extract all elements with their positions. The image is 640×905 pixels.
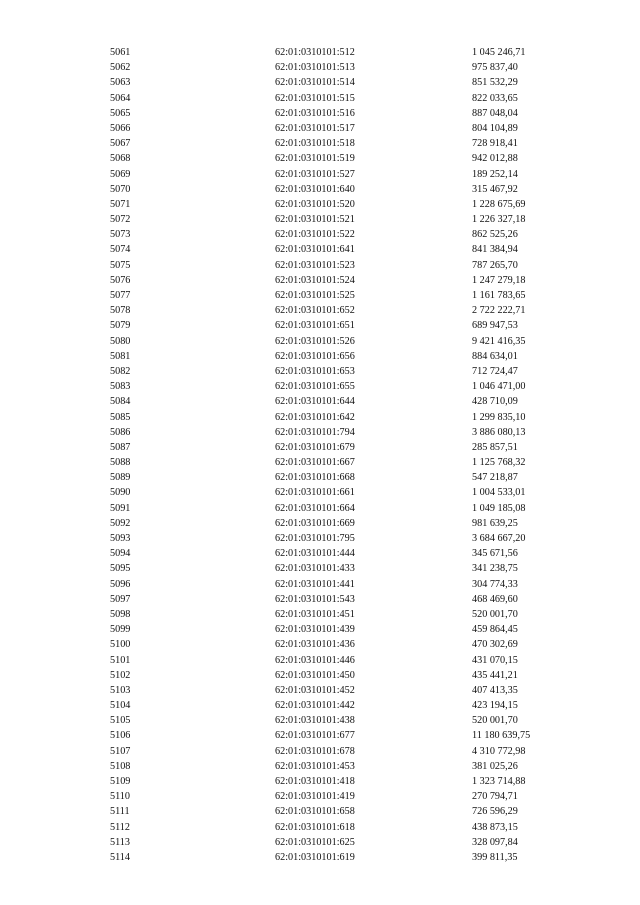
row-number-cell: 5098 bbox=[110, 608, 131, 620]
row-number-cell: 5086 bbox=[110, 426, 131, 438]
cadastral-number-cell: 62:01:0310101:436 bbox=[275, 639, 355, 651]
cadastral-value-cell: 438 873,15 bbox=[472, 821, 518, 833]
cadastral-value-cell: 1 125 768,32 bbox=[472, 457, 526, 469]
row-number-cell: 5103 bbox=[110, 684, 131, 696]
row-number-cell: 5075 bbox=[110, 259, 131, 271]
table-row bbox=[110, 501, 582, 516]
cadastral-value-cell: 1 226 327,18 bbox=[472, 214, 526, 226]
cadastral-value-cell: 11 180 639,75 bbox=[472, 730, 531, 742]
cadastral-value-cell: 285 857,51 bbox=[472, 441, 518, 453]
cadastral-value-cell: 689 947,53 bbox=[472, 320, 518, 332]
cadastral-value-cell: 787 265,70 bbox=[472, 259, 518, 271]
row-number-cell: 5066 bbox=[110, 122, 131, 134]
cadastral-number-cell: 62:01:0310101:668 bbox=[275, 472, 355, 484]
row-number-cell: 5110 bbox=[110, 791, 130, 803]
cadastral-number-cell: 62:01:0310101:515 bbox=[275, 92, 355, 104]
table-row bbox=[110, 197, 582, 212]
cadastral-number-cell: 62:01:0310101:453 bbox=[275, 760, 355, 772]
row-number-cell: 5099 bbox=[110, 624, 131, 636]
cadastral-value-cell: 1 045 246,71 bbox=[472, 47, 526, 58]
table-row bbox=[110, 683, 582, 698]
table-row bbox=[110, 759, 582, 774]
row-number-cell: 5096 bbox=[110, 578, 131, 590]
cadastral-number-cell: 62:01:0310101:644 bbox=[275, 396, 355, 408]
cadastral-number-cell: 62:01:0310101:641 bbox=[275, 244, 355, 256]
cadastral-number-cell: 62:01:0310101:438 bbox=[275, 715, 355, 727]
row-number-cell: 5095 bbox=[110, 563, 131, 575]
table-row bbox=[110, 242, 582, 257]
row-number-cell: 5081 bbox=[110, 350, 131, 362]
cadastral-value-cell: 431 070,15 bbox=[472, 654, 518, 666]
cadastral-value-cell: 1 049 185,08 bbox=[472, 502, 526, 514]
cadastral-number-cell: 62:01:0310101:669 bbox=[275, 517, 355, 529]
table-row bbox=[110, 835, 582, 850]
table-row bbox=[110, 212, 582, 227]
cadastral-value-cell: 1 161 783,65 bbox=[472, 290, 526, 301]
cadastral-value-cell: 1 323 714,88 bbox=[472, 776, 526, 787]
table-row bbox=[110, 60, 582, 75]
cadastral-number-cell: 62:01:0310101:679 bbox=[275, 441, 355, 453]
table-row bbox=[110, 288, 582, 303]
cadastral-number-cell: 62:01:0310101:640 bbox=[275, 183, 355, 195]
cadastral-value-cell: 851 532,29 bbox=[472, 77, 518, 89]
cadastral-value-cell: 1 004 533,01 bbox=[472, 487, 526, 499]
table-row bbox=[110, 470, 582, 485]
row-number-cell: 5097 bbox=[110, 593, 131, 605]
row-number-cell: 5090 bbox=[110, 487, 131, 499]
table-row bbox=[110, 713, 582, 728]
cadastral-value-cell: 1 247 279,18 bbox=[472, 274, 526, 286]
cadastral-number-cell: 62:01:0310101:418 bbox=[275, 776, 355, 787]
cadastral-value-table bbox=[110, 45, 582, 865]
row-number-cell: 5080 bbox=[110, 335, 131, 347]
cadastral-number-cell: 62:01:0310101:433 bbox=[275, 563, 355, 575]
cadastral-number-cell: 62:01:0310101:451 bbox=[275, 608, 355, 620]
cadastral-value-cell: 841 384,94 bbox=[472, 244, 518, 256]
table-row bbox=[110, 850, 582, 865]
row-number-cell: 5091 bbox=[110, 502, 131, 514]
cadastral-value-cell: 270 794,71 bbox=[472, 791, 518, 803]
table-body bbox=[110, 45, 582, 865]
cadastral-number-cell: 62:01:0310101:527 bbox=[275, 168, 355, 180]
cadastral-number-cell: 62:01:0310101:450 bbox=[275, 669, 355, 681]
table-row bbox=[110, 364, 582, 379]
cadastral-number-cell: 62:01:0310101:520 bbox=[275, 198, 355, 210]
table-row bbox=[110, 182, 582, 197]
cadastral-number-cell: 62:01:0310101:518 bbox=[275, 138, 355, 150]
cadastral-value-cell: 468 469,60 bbox=[472, 593, 518, 605]
cadastral-value-cell: 423 194,15 bbox=[472, 700, 518, 712]
cadastral-number-cell: 62:01:0310101:655 bbox=[275, 381, 355, 393]
cadastral-value-cell: 862 525,26 bbox=[472, 229, 518, 241]
cadastral-number-cell: 62:01:0310101:452 bbox=[275, 684, 355, 696]
cadastral-number-cell: 62:01:0310101:517 bbox=[275, 122, 355, 134]
cadastral-value-cell: 2 722 222,71 bbox=[472, 305, 526, 317]
cadastral-number-cell: 62:01:0310101:519 bbox=[275, 153, 355, 165]
cadastral-value-cell: 328 097,84 bbox=[472, 836, 518, 848]
cadastral-value-cell: 1 299 835,10 bbox=[472, 411, 526, 423]
cadastral-number-cell: 62:01:0310101:419 bbox=[275, 791, 355, 803]
row-number-cell: 5064 bbox=[110, 92, 131, 104]
table-row bbox=[110, 394, 582, 409]
cadastral-value-cell: 520 001,70 bbox=[472, 608, 518, 620]
cadastral-value-cell: 547 218,87 bbox=[472, 472, 518, 484]
cadastral-value-cell: 3 886 080,13 bbox=[472, 426, 526, 438]
cadastral-value-cell: 341 238,75 bbox=[472, 563, 518, 575]
cadastral-value-cell: 345 671,56 bbox=[472, 548, 518, 560]
cadastral-number-cell: 62:01:0310101:512 bbox=[275, 47, 355, 58]
cadastral-value-cell: 942 012,88 bbox=[472, 153, 518, 165]
row-number-cell: 5087 bbox=[110, 441, 131, 453]
table-row bbox=[110, 410, 582, 425]
cadastral-value-cell: 459 864,45 bbox=[472, 624, 518, 636]
table-row bbox=[110, 804, 582, 819]
cadastral-value-cell: 728 918,41 bbox=[472, 138, 518, 150]
row-number-cell: 5063 bbox=[110, 77, 131, 89]
row-number-cell: 5102 bbox=[110, 669, 131, 681]
table-row bbox=[110, 121, 582, 136]
table-row bbox=[110, 91, 582, 106]
table-row bbox=[110, 820, 582, 835]
cadastral-value-cell: 4 310 772,98 bbox=[472, 745, 526, 757]
table-row bbox=[110, 318, 582, 333]
cadastral-value-cell: 822 033,65 bbox=[472, 92, 518, 104]
table-row bbox=[110, 349, 582, 364]
cadastral-value-cell: 975 837,40 bbox=[472, 62, 518, 74]
table-row bbox=[110, 546, 582, 561]
row-number-cell: 5076 bbox=[110, 274, 131, 286]
row-number-cell: 5072 bbox=[110, 214, 131, 226]
table-row bbox=[110, 622, 582, 637]
table-row bbox=[110, 744, 582, 759]
cadastral-value-cell: 9 421 416,35 bbox=[472, 335, 526, 347]
cadastral-number-cell: 62:01:0310101:656 bbox=[275, 350, 355, 362]
cadastral-number-cell: 62:01:0310101:678 bbox=[275, 745, 355, 757]
table-row bbox=[110, 698, 582, 713]
cadastral-value-cell: 981 639,25 bbox=[472, 517, 518, 529]
table-row bbox=[110, 273, 582, 288]
row-number-cell: 5062 bbox=[110, 62, 131, 74]
row-number-cell: 5113 bbox=[110, 836, 130, 848]
cadastral-value-cell: 804 104,89 bbox=[472, 122, 518, 134]
cadastral-number-cell: 62:01:0310101:651 bbox=[275, 320, 355, 332]
row-number-cell: 5078 bbox=[110, 305, 131, 317]
cadastral-value-cell: 189 252,14 bbox=[472, 168, 518, 180]
table-row bbox=[110, 45, 582, 60]
table-row bbox=[110, 151, 582, 166]
cadastral-number-cell: 62:01:0310101:444 bbox=[275, 548, 355, 560]
table-row bbox=[110, 106, 582, 121]
row-number-cell: 5065 bbox=[110, 107, 131, 119]
table-row bbox=[110, 592, 582, 607]
cadastral-number-cell: 62:01:0310101:661 bbox=[275, 487, 355, 499]
cadastral-value-cell: 304 774,33 bbox=[472, 578, 518, 590]
cadastral-number-cell: 62:01:0310101:543 bbox=[275, 593, 355, 605]
row-number-cell: 5061 bbox=[110, 47, 131, 58]
row-number-cell: 5092 bbox=[110, 517, 131, 529]
cadastral-value-cell: 887 048,04 bbox=[472, 107, 518, 119]
cadastral-value-cell: 315 467,92 bbox=[472, 183, 518, 195]
row-number-cell: 5077 bbox=[110, 290, 131, 301]
cadastral-number-cell: 62:01:0310101:516 bbox=[275, 107, 355, 119]
cadastral-number-cell: 62:01:0310101:652 bbox=[275, 305, 355, 317]
cadastral-value-cell: 428 710,09 bbox=[472, 396, 518, 408]
table-row bbox=[110, 455, 582, 470]
row-number-cell: 5104 bbox=[110, 700, 131, 712]
table-row bbox=[110, 425, 582, 440]
row-number-cell: 5101 bbox=[110, 654, 131, 666]
cadastral-number-cell: 62:01:0310101:795 bbox=[275, 533, 355, 544]
row-number-cell: 5068 bbox=[110, 153, 131, 165]
row-number-cell: 5094 bbox=[110, 548, 131, 560]
row-number-cell: 5109 bbox=[110, 776, 131, 787]
cadastral-number-cell: 62:01:0310101:677 bbox=[275, 730, 355, 742]
cadastral-number-cell: 62:01:0310101:618 bbox=[275, 821, 355, 833]
row-number-cell: 5107 bbox=[110, 745, 131, 757]
cadastral-number-cell: 62:01:0310101:794 bbox=[275, 426, 355, 438]
cadastral-number-cell: 62:01:0310101:521 bbox=[275, 214, 355, 226]
table-row bbox=[110, 607, 582, 622]
row-number-cell: 5071 bbox=[110, 198, 131, 210]
row-number-cell: 5079 bbox=[110, 320, 131, 332]
cadastral-number-cell: 62:01:0310101:653 bbox=[275, 365, 355, 377]
cadastral-number-cell: 62:01:0310101:525 bbox=[275, 290, 355, 301]
cadastral-value-cell: 3 684 667,20 bbox=[472, 533, 526, 544]
cadastral-value-cell: 520 001,70 bbox=[472, 715, 518, 727]
cadastral-number-cell: 62:01:0310101:526 bbox=[275, 335, 355, 347]
cadastral-number-cell: 62:01:0310101:441 bbox=[275, 578, 355, 590]
cadastral-number-cell: 62:01:0310101:514 bbox=[275, 77, 355, 89]
row-number-cell: 5106 bbox=[110, 730, 131, 742]
row-number-cell: 5082 bbox=[110, 365, 131, 377]
row-number-cell: 5085 bbox=[110, 411, 131, 423]
table-row bbox=[110, 227, 582, 242]
table-row bbox=[110, 653, 582, 668]
table-row bbox=[110, 637, 582, 652]
cadastral-number-cell: 62:01:0310101:658 bbox=[275, 806, 355, 818]
cadastral-value-cell: 884 634,01 bbox=[472, 350, 518, 362]
cadastral-number-cell: 62:01:0310101:513 bbox=[275, 62, 355, 74]
table-row bbox=[110, 136, 582, 151]
cadastral-value-cell: 399 811,35 bbox=[472, 851, 518, 863]
cadastral-value-cell: 726 596,29 bbox=[472, 806, 518, 818]
cadastral-value-cell: 470 302,69 bbox=[472, 639, 518, 651]
row-number-cell: 5112 bbox=[110, 821, 130, 833]
cadastral-number-cell: 62:01:0310101:619 bbox=[275, 851, 355, 863]
table-row bbox=[110, 577, 582, 592]
row-number-cell: 5108 bbox=[110, 760, 131, 772]
cadastral-number-cell: 62:01:0310101:524 bbox=[275, 274, 355, 286]
table-row bbox=[110, 303, 582, 318]
cadastral-number-cell: 62:01:0310101:625 bbox=[275, 836, 355, 848]
table-row bbox=[110, 379, 582, 394]
cadastral-value-cell: 1 046 471,00 bbox=[472, 381, 526, 393]
cadastral-number-cell: 62:01:0310101:523 bbox=[275, 259, 355, 271]
table-row bbox=[110, 789, 582, 804]
row-number-cell: 5100 bbox=[110, 639, 131, 651]
cadastral-number-cell: 62:01:0310101:522 bbox=[275, 229, 355, 241]
cadastral-number-cell: 62:01:0310101:642 bbox=[275, 411, 355, 423]
row-number-cell: 5111 bbox=[110, 806, 130, 818]
cadastral-value-cell: 381 025,26 bbox=[472, 760, 518, 772]
cadastral-value-cell: 1 228 675,69 bbox=[472, 198, 526, 210]
cadastral-value-cell: 712 724,47 bbox=[472, 365, 518, 377]
table-row bbox=[110, 516, 582, 531]
table-row bbox=[110, 485, 582, 500]
table-row bbox=[110, 440, 582, 455]
row-number-cell: 5067 bbox=[110, 138, 131, 150]
cadastral-number-cell: 62:01:0310101:667 bbox=[275, 457, 355, 469]
table-row bbox=[110, 334, 582, 349]
cadastral-number-cell: 62:01:0310101:664 bbox=[275, 502, 355, 514]
cadastral-number-cell: 62:01:0310101:442 bbox=[275, 700, 355, 712]
row-number-cell: 5084 bbox=[110, 396, 131, 408]
row-number-cell: 5105 bbox=[110, 715, 131, 727]
table-row bbox=[110, 561, 582, 576]
table-row bbox=[110, 167, 582, 182]
cadastral-value-cell: 435 441,21 bbox=[472, 669, 518, 681]
row-number-cell: 5073 bbox=[110, 229, 131, 241]
row-number-cell: 5088 bbox=[110, 457, 131, 469]
table-row bbox=[110, 531, 582, 546]
table-row bbox=[110, 668, 582, 683]
cadastral-number-cell: 62:01:0310101:446 bbox=[275, 654, 355, 666]
row-number-cell: 5114 bbox=[110, 851, 130, 863]
row-number-cell: 5083 bbox=[110, 381, 131, 393]
cadastral-value-cell: 407 413,35 bbox=[472, 684, 518, 696]
row-number-cell: 5093 bbox=[110, 533, 131, 544]
table-row bbox=[110, 258, 582, 273]
row-number-cell: 5069 bbox=[110, 168, 131, 180]
cadastral-number-cell: 62:01:0310101:439 bbox=[275, 624, 355, 636]
table-row bbox=[110, 774, 582, 789]
row-number-cell: 5070 bbox=[110, 183, 131, 195]
row-number-cell: 5074 bbox=[110, 244, 131, 256]
table-row bbox=[110, 728, 582, 743]
table-row bbox=[110, 75, 582, 90]
row-number-cell: 5089 bbox=[110, 472, 131, 484]
